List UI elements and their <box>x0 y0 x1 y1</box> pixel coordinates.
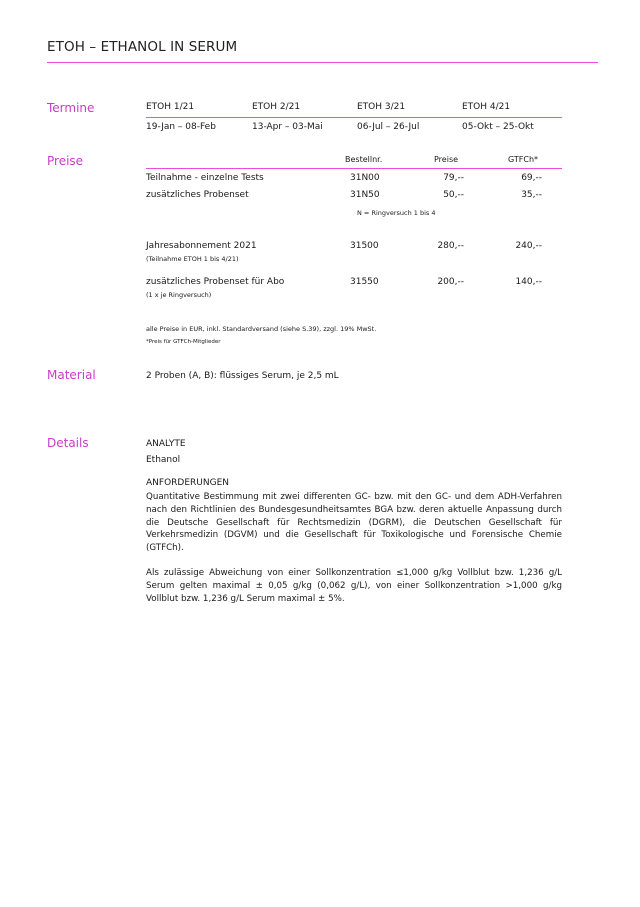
price-row-gtfch: 35,-- <box>521 190 542 200</box>
price-row-name: Jahresabonnement 2021 <box>146 241 257 251</box>
price-row-gtfch: 240,-- <box>515 241 542 251</box>
round-dates: 06-Jul – 26-Jul <box>357 122 420 132</box>
price-row-sub: (Teilnahme ETOH 1 bis 4/21) <box>146 255 239 263</box>
price-row-order: 31500 <box>350 241 379 251</box>
requirements-heading: ANFORDERUNGEN <box>146 478 229 488</box>
round-dates: 19-Jan – 08-Feb <box>146 122 216 132</box>
section-label-preise: Preise <box>47 154 84 168</box>
column-header-gtfch: GTFCh* <box>508 155 539 164</box>
price-row-name: zusätzliches Probenset für Abo <box>146 277 285 287</box>
price-row-order: 31550 <box>350 277 379 287</box>
preise-divider <box>146 168 562 169</box>
column-header-order: Bestellnr. <box>345 155 383 164</box>
round-name: ETOH 3/21 <box>357 102 406 112</box>
round-name: ETOH 2/21 <box>252 102 301 112</box>
price-footnote: alle Preise in EUR, inkl. Standardversand (siehe S.39), zzgl. 19% MwSt. <box>146 325 377 333</box>
price-row-name: zusätzliches Probenset <box>146 190 249 200</box>
termine-divider <box>146 117 562 118</box>
price-row-price: 280,-- <box>437 241 464 251</box>
n-note: N = Ringversuch 1 bis 4 <box>357 209 436 217</box>
section-label-material: Material <box>47 368 96 382</box>
price-row-price: 200,-- <box>437 277 464 287</box>
title-divider <box>47 62 598 63</box>
tolerance-paragraph: Als zulässige Abweichung von einer Sollkonzentration ≤1,000 g/kg Vollblut bzw. 1,236 g/L Serum gelten maximal ± 0,05 g/kg (0,062 g/L), von einer Sollkonzentration >1,000 g/kg Vollblut bzw. 1,236 g/L Serum maximal ± 5%. <box>146 568 562 604</box>
price-row-name: Teilnahme - einzelne Tests <box>146 173 264 183</box>
page-title: ETOH – ETHANOL IN SERUM <box>47 39 238 55</box>
price-row-gtfch: 69,-- <box>521 173 542 183</box>
price-row-order: 31N00 <box>350 173 380 183</box>
round-name: ETOH 4/21 <box>462 102 511 112</box>
requirements-paragraph: Quantitative Bestimmung mit zwei differenten GC- bzw. mit den GC- und dem ADH-Verfahren nach den Richtlinien des Bundesgesundheitsamtes BGA bzw. deren aktuelle Anpassung durch die Deutsche Gesellschaft für Rechtsmedizin (DGRM), die Deutschen Gesellschaft für Verkehrsmedizin (DGVM) und die Gesellschaft für Toxikologische und Forensische Chemie (GTFCh). <box>146 492 562 554</box>
round-name: ETOH 1/21 <box>146 102 195 112</box>
section-label-details: Details <box>47 436 89 450</box>
round-dates: 13-Apr – 03-Mai <box>252 122 323 132</box>
round-dates: 05-Okt – 25-Okt <box>462 122 534 132</box>
price-row-price: 79,-- <box>443 173 464 183</box>
section-label-termine: Termine <box>47 101 95 115</box>
price-row-gtfch: 140,-- <box>515 277 542 287</box>
price-row-sub: (1 x je Ringversuch) <box>146 291 212 299</box>
gtfch-footnote: *Preis für GTFCh-Mitglieder <box>146 339 221 345</box>
analyte-value: Ethanol <box>146 455 181 465</box>
price-row-order: 31N50 <box>350 190 380 200</box>
price-row-price: 50,-- <box>443 190 464 200</box>
analyte-heading: ANALYTE <box>146 439 186 449</box>
column-header-price: Preise <box>434 155 459 164</box>
material-text: 2 Proben (A, B): flüssiges Serum, je 2,5 mL <box>146 371 339 381</box>
